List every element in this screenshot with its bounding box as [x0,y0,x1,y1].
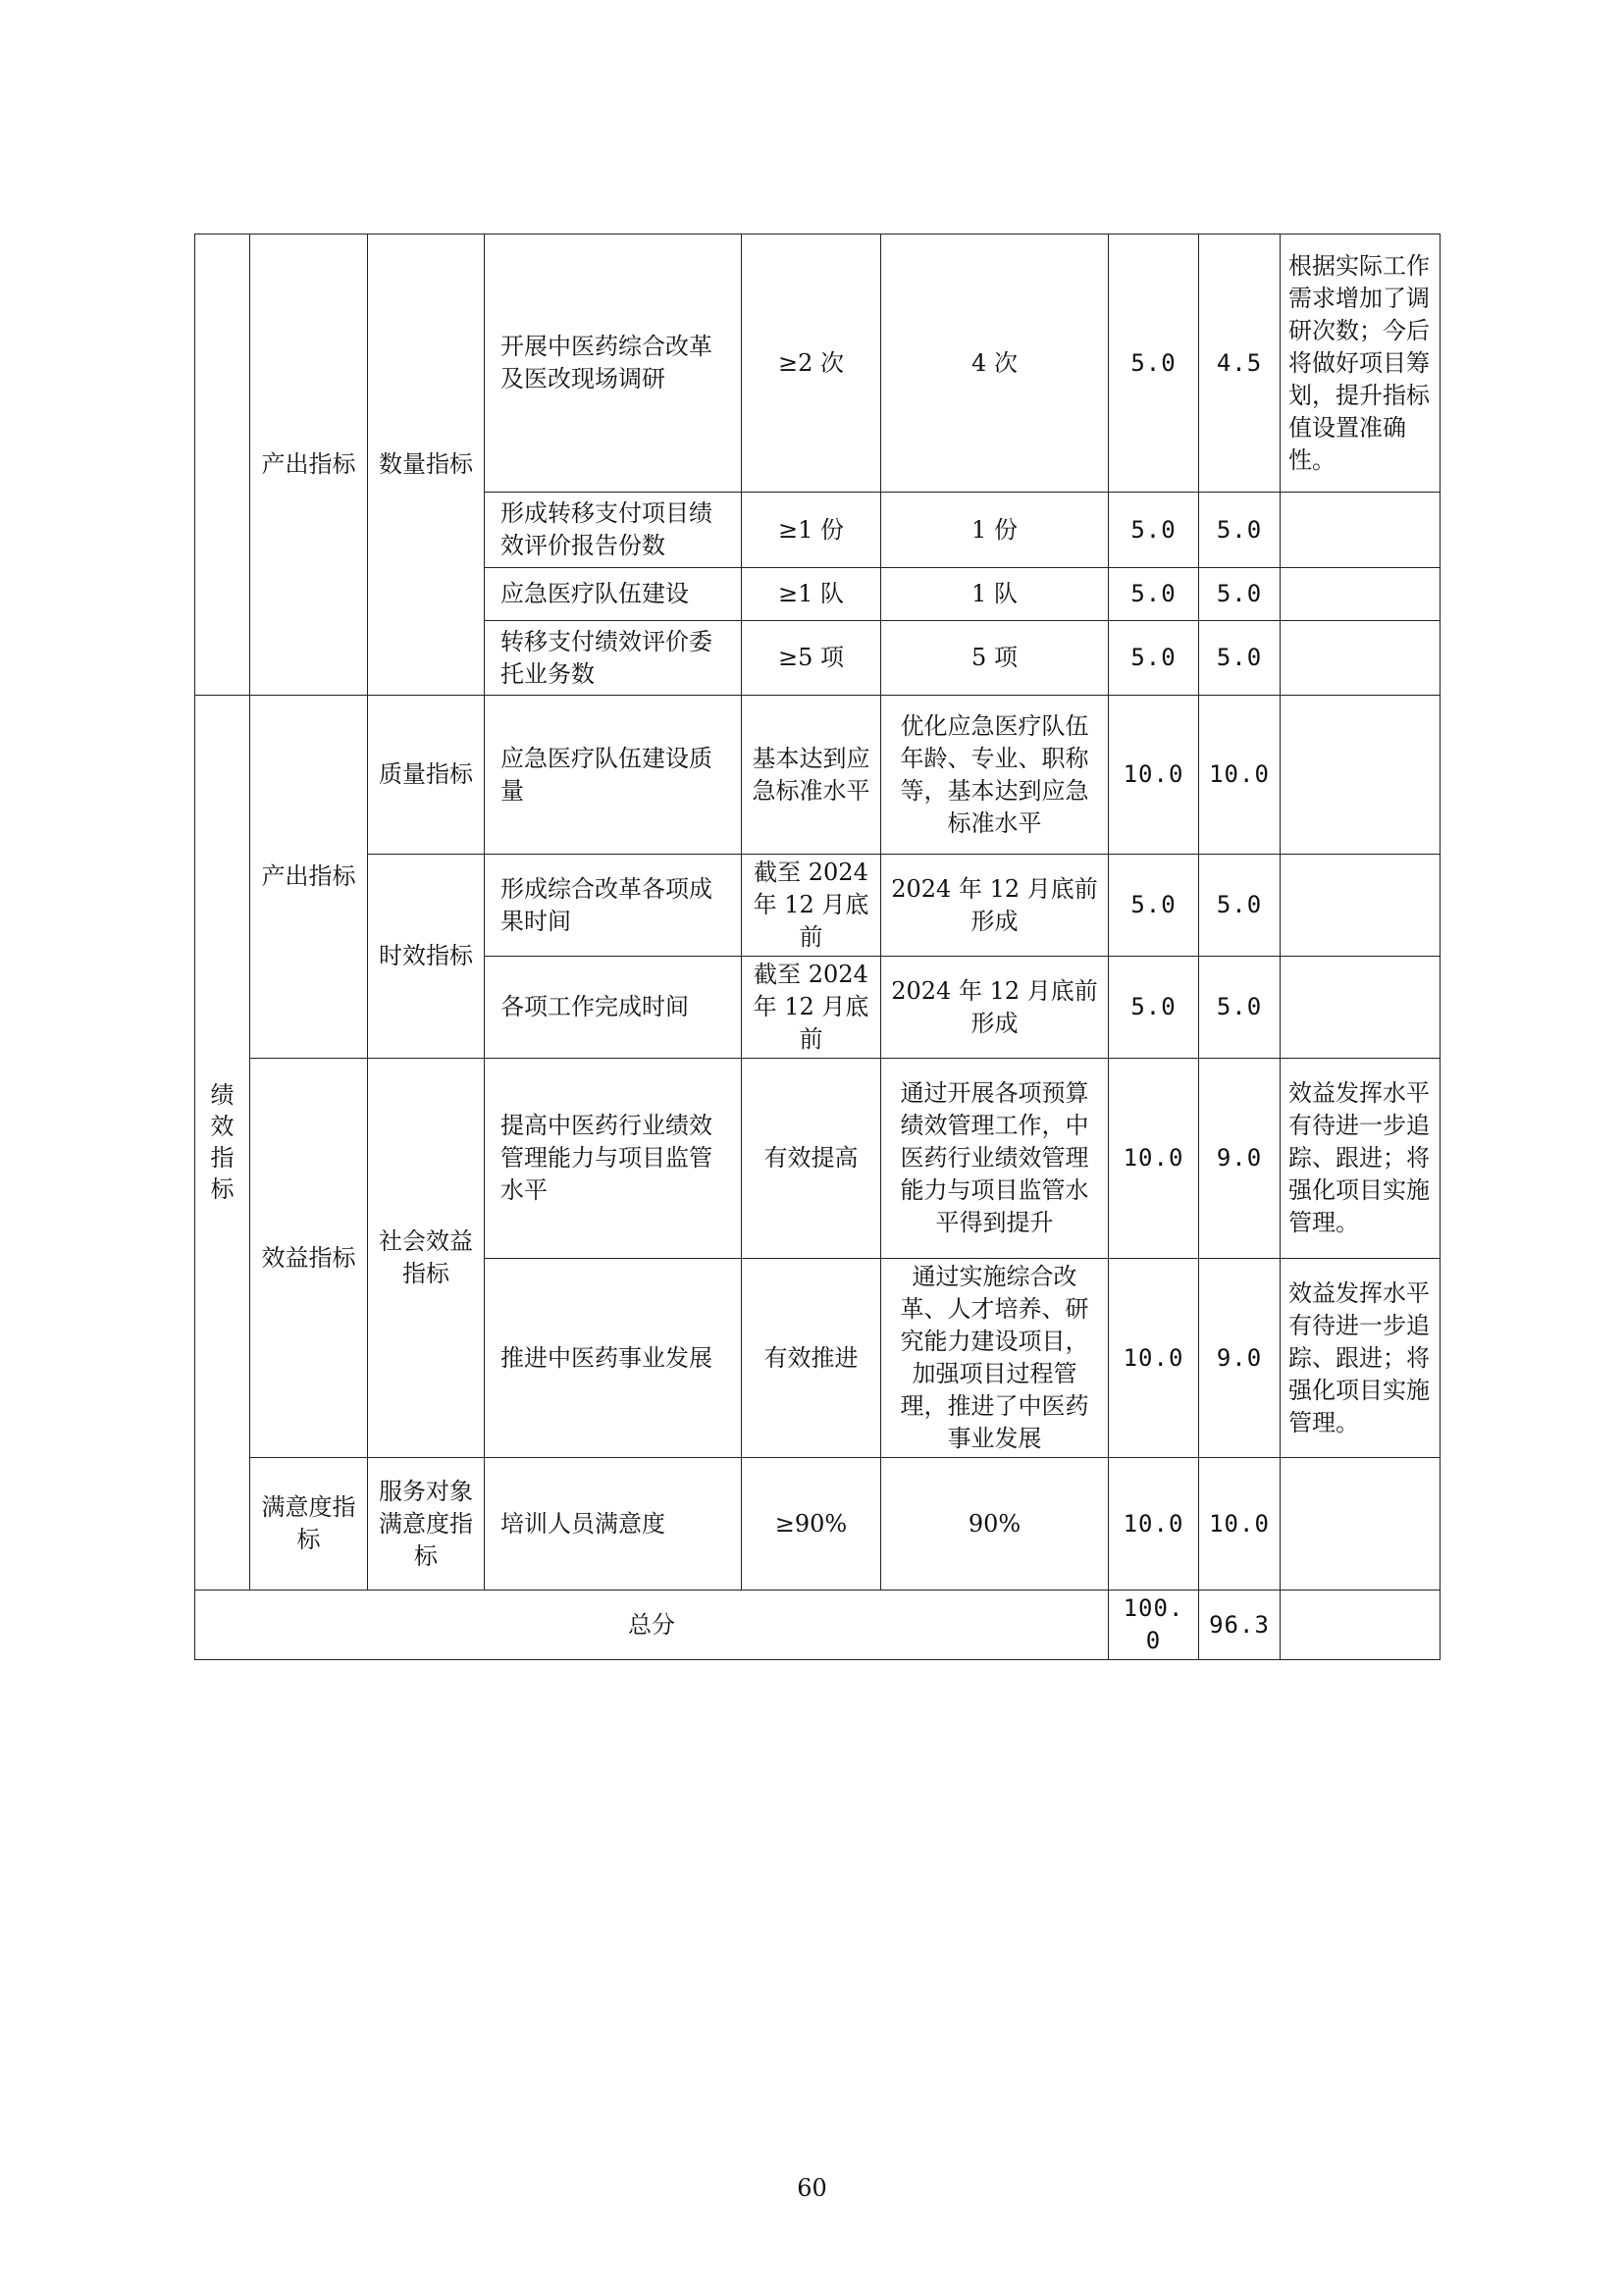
first-level-indicator-cell: 满意度指标 [250,1458,368,1591]
indicator-name-cell: 培训人员满意度 [485,1458,742,1591]
total-note-cell [1281,1591,1441,1660]
indicator-name-cell: 推进中医药事业发展 [485,1259,742,1458]
actual-value-cell: 2024 年 12 月底前形成 [881,957,1109,1059]
weight-cell: 5.0 [1109,235,1199,493]
table-row [195,1059,1441,1259]
deviation-note-cell [1281,1458,1441,1591]
table-row [195,855,1441,957]
deviation-note-cell [1281,493,1441,568]
score-cell: 9.0 [1199,1259,1281,1458]
weight-cell: 5.0 [1109,568,1199,621]
total-score-cell: 96.3 [1199,1591,1281,1660]
score-cell: 5.0 [1199,957,1281,1059]
actual-value-cell: 优化应急医疗队伍年龄、专业、职称等，基本达到应急标准水平 [881,696,1109,855]
first-level-indicator-cell: 产出指标 [250,696,368,1059]
weight-cell: 10.0 [1109,1259,1199,1458]
actual-value-cell: 2024 年 12 月底前形成 [881,855,1109,957]
weight-cell: 5.0 [1109,621,1199,696]
target-value-cell: ≥90% [742,1458,881,1591]
actual-value-cell: 5 项 [881,621,1109,696]
deviation-note-cell [1281,957,1441,1059]
weight-cell: 5.0 [1109,855,1199,957]
target-value-cell: ≥1 份 [742,493,881,568]
table-row [195,696,1441,855]
second-level-indicator-cell: 时效指标 [368,855,485,1059]
score-cell: 4.5 [1199,235,1281,493]
target-value-cell: 截至 2024 年 12 月底前 [742,957,881,1059]
actual-value-cell: 90% [881,1458,1109,1591]
deviation-note-cell: 根据实际工作需求增加了调研次数；今后将做好项目筹划，提升指标值设置准确性。 [1281,235,1441,493]
deviation-note-cell: 效益发挥水平有待进一步追踪、跟进；将强化项目实施管理。 [1281,1259,1441,1458]
indicator-name-cell: 应急医疗队伍建设 [485,568,742,621]
actual-value-cell: 通过开展各项预算绩效管理工作，中医药行业绩效管理能力与项目监管水平得到提升 [881,1059,1109,1259]
score-cell: 5.0 [1199,493,1281,568]
deviation-note-cell [1281,855,1441,957]
target-value-cell: 截至 2024 年 12 月底前 [742,855,881,957]
deviation-note-cell: 效益发挥水平有待进一步追踪、跟进；将强化项目实施管理。 [1281,1059,1441,1259]
top-category-cell: 绩效指标 [195,696,250,1591]
weight-cell: 10.0 [1109,696,1199,855]
target-value-cell: ≥5 项 [742,621,881,696]
top-category-cell-empty [195,235,250,696]
weight-cell: 5.0 [1109,493,1199,568]
target-value-cell: 有效提高 [742,1059,881,1259]
total-label-cell: 总分 [195,1591,1109,1660]
weight-cell: 10.0 [1109,1458,1199,1591]
performance-indicator-table [194,234,1441,1660]
score-cell: 10.0 [1199,1458,1281,1591]
second-level-indicator-cell: 数量指标 [368,235,485,696]
first-level-indicator-cell: 效益指标 [250,1059,368,1458]
weight-cell: 10.0 [1109,1059,1199,1259]
actual-value-cell: 1 份 [881,493,1109,568]
table-row [195,1458,1441,1591]
indicator-name-cell: 应急医疗队伍建设质量 [485,696,742,855]
target-value-cell: ≥1 队 [742,568,881,621]
indicator-name-cell: 形成综合改革各项成果时间 [485,855,742,957]
score-cell: 5.0 [1199,568,1281,621]
indicator-name-cell: 开展中医药综合改革及医改现场调研 [485,235,742,493]
deviation-note-cell [1281,696,1441,855]
second-level-indicator-cell: 服务对象满意度指标 [368,1458,485,1591]
actual-value-cell: 通过实施综合改革、人才培养、研究能力建设项目，加强项目过程管理，推进了中医药事业发展 [881,1259,1109,1458]
indicator-name-cell: 形成转移支付项目绩效评价报告份数 [485,493,742,568]
weight-cell: 5.0 [1109,957,1199,1059]
target-value-cell: 基本达到应急标准水平 [742,696,881,855]
target-value-cell: 有效推进 [742,1259,881,1458]
second-level-indicator-cell: 社会效益指标 [368,1059,485,1458]
table-row [195,235,1441,493]
second-level-indicator-cell: 质量指标 [368,696,485,855]
actual-value-cell: 4 次 [881,235,1109,493]
indicator-name-cell: 转移支付绩效评价委托业务数 [485,621,742,696]
first-level-indicator-cell: 产出指标 [250,235,368,696]
score-cell: 9.0 [1199,1059,1281,1259]
page-number: 60 [797,2174,827,2202]
deviation-note-cell [1281,568,1441,621]
score-cell: 5.0 [1199,621,1281,696]
score-cell: 10.0 [1199,696,1281,855]
total-weight-cell: 100.0 [1109,1591,1199,1660]
total-row [195,1591,1441,1660]
indicator-name-cell: 提高中医药行业绩效管理能力与项目监管水平 [485,1059,742,1259]
actual-value-cell: 1 队 [881,568,1109,621]
indicator-name-cell: 各项工作完成时间 [485,957,742,1059]
score-cell: 5.0 [1199,855,1281,957]
deviation-note-cell [1281,621,1441,696]
target-value-cell: ≥2 次 [742,235,881,493]
